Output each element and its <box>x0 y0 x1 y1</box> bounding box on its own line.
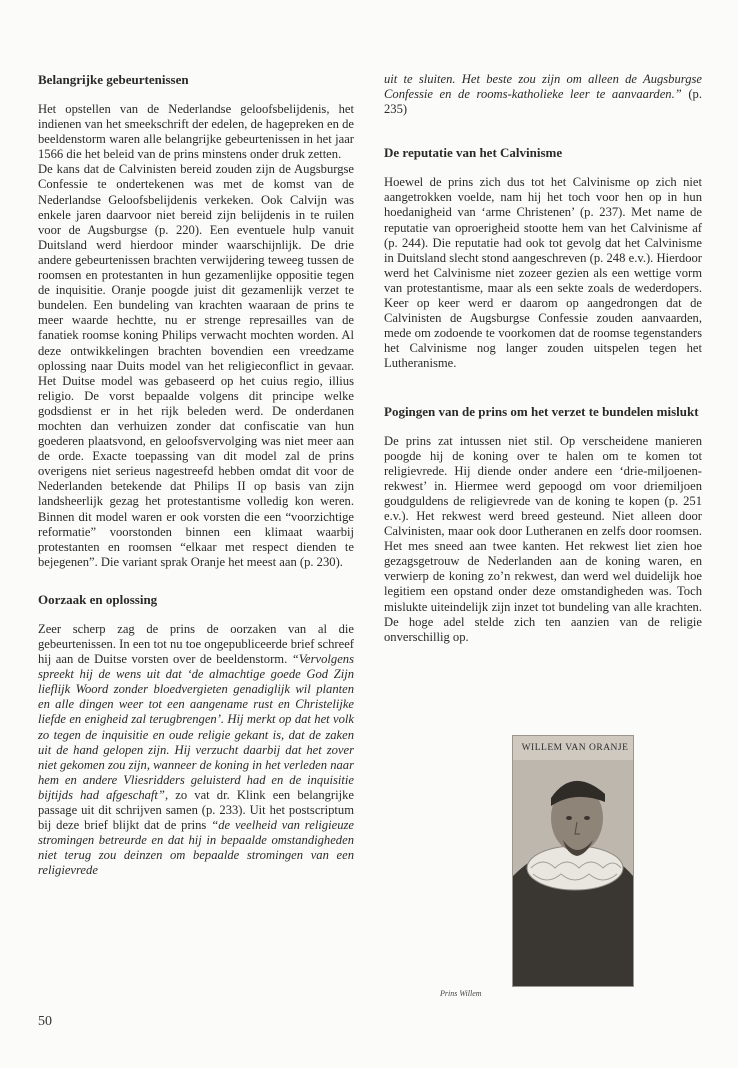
text: , zo vat dr. Klink een belangrijke passage uit dit schrijven samen (p. 233). Uit het postscriptum bij deze brief blijkt dat de prins <box>38 787 354 833</box>
paragraph: De kans dat de Calvinisten bereid zouden zijn de Augsburgse Confessie te ondertekenen was met de komst van de Nederlandse Geloofsbelijdenis verkeken. Ook Calvijn was enkele jaren daarvoor niet bereid zijn belijdenis in te ruilen voor de Augsburgse (p. 220). Een eventuele hulp vanuit Duitsland werd hierdoor minder waarschijnlijk. De drie andere gebeurtenissen brachten verwijdering teweeg tussen de roomsen en protestanten in hun gezamenlijke oppositie tegen de inquisitie. Oranje poogde juist dit gezamenlijk verzet te bundelen. Een bundeling van krachten waaraan de prins te meer waarde hechtte, nu er strenge represailles van de fanatiek roomse koning Philips verwacht mochten worden. Al deze ontwikkelingen brachten bovendien een vreedzame oplossing naar Duits model van het religieconflict in gevaar. Het Duitse model was gebaseerd op het cuius regio, illius religio. De vorst bepaalde volgens dit principe welke godsdienst er in het rijk beleden werd. De onderdanen mochten dan verhuizen zonder dat confiscatie van hun goederen plaatsvond, en geloofsvervolging was niet meer aan de orde. Exacte toepassing van dit model zal de prins overigens niet serieus nagestreefd hebben omdat dit voor de Nederlanden betekende dat Philips II op basis van zijn landsheerlijk gezag het protestantisme volledig kon weren. Binnen dit model waren er ook vorsten die een “voorzichtige reformatie” voorstonden binnen een klimaat waarbij protestanten en roomsen “elkaar met respect dienden te bejegenen”. Die variant sprak Oranje het meest aan (p. 230). <box>38 162 354 569</box>
section-oorzaak-en-oplossing <box>38 592 354 879</box>
quote: “de veelheid van religieuze stromingen betreurde en dat hij in bepaalde omstandigheden niet terug zou deinzen om bepaalde stromingen van een religievrede <box>38 818 354 878</box>
section-pogingen-prins <box>384 404 702 645</box>
quote: “Vervolgens spreekt hij de wens uit dat ‘de almachtige goede God Zijn lieflijk Woord zonder bloedvergieten genadiglijk wil planten en alle dingen weer tot een aangename rust en Christelijke liefde en enigheid zal terugbrengen’. Hij merkt op dat het volk zo tegen de inquisitie en oude religie gekant is, dat de zaken uit de hand gelopen zijn. Hij verzucht daarbij dat het zover niet gekomen zou zijn, wanneer de koning in het verleden naar hem en andere Vliesridders geluisterd had en de inquisitie bijtijds had afgeschaft” <box>38 652 354 802</box>
paragraph-continued <box>384 72 702 117</box>
paragraph <box>38 622 354 879</box>
section-heading: Oorzaak en oplossing <box>38 591 158 607</box>
paragraph: Het opstellen van de Nederlandse geloofsbelijdenis, het indienen van het smeekschrift der edelen, de hagepreken en de beeldenstorm waren alle belangrijke gebeurtenissen in het jaar 1566 die het beleid van de prins minstens onder druk zetten. <box>38 102 354 162</box>
section-heading: Belangrijke gebeurtenissen <box>38 72 189 87</box>
left-column <box>38 72 354 879</box>
section-heading: De reputatie van het Calvinisme <box>384 145 563 161</box>
paragraph: Hoewel de prins zich dus tot het Calvinisme op zich niet aangetrokken voelde, nam hij het toch voor hen op in hun hoedanigheid van ‘arme Christenen’ (p. 237). Met name de reputatie van oproerigheid stootte hem van het Calvinisme af (p. 244). Die reputatie had ook tot gevolg dat het Calvinisme in Duitsland slecht stond aangeschreven (p. 248 e.v.). Hierdoor werd het Calvinisme niet zozeer gezien als een wettige vorm van protestantisme, maar als een sekte zoals de wederdopers. Keer op keer werd er daarom op aangedrongen dat de Calvinisten de Augsburgse Confessie zouden aanvaarden, mede om zodoende te voorkomen dat de roomse tegenstanders het Calvinisme nog langer zouden uitspelen tegen het Lutheranisme. <box>384 175 702 371</box>
reference: (p. 235) <box>384 87 702 117</box>
figure-caption: Prins Willem <box>440 989 482 998</box>
text: Zeer scherp zag de prins de oorzaken van al die gebeurtenissen. In een tot nu toe ongepubliceerde brief schreef hij aan de Duitse vorsten over de beeldenstorm. <box>38 621 354 667</box>
portrait-willem-van-oranje <box>512 735 634 987</box>
section-reputatie-calvinisme <box>384 145 702 371</box>
section-belangrijke-gebeurtenissen <box>38 72 354 570</box>
section-heading: Pogingen van de prins om het verzet te bundelen mislukt <box>384 403 699 419</box>
quote: uit te sluiten. Het beste zou zijn om alleen de Augsburgse Confessie en de rooms-katholieke leer te aanvaarden.” <box>384 72 702 102</box>
portrait-illustration <box>513 736 633 986</box>
right-column <box>384 72 702 645</box>
portrait-inscription: WILLEM VAN ORANJE <box>521 743 629 753</box>
paragraph: De prins zat intussen niet stil. Op verscheidene manieren poogde hij de koning over te halen om te komen tot religievrede. Hij diende onder andere een ‘drie-miljoenen-rekwest’ in. Hiermee werd gepoogd om voor driemiljoen goudguldens de religievrede van de koning te kopen (p. 251 e.v.). Het rekwest werd breed gesteund. Niet alleen door Calvinisten, maar ook door Lutheranen en zelfs door roomsen. Het mes sneed aan twee kanten. Het rekwest liet zien hoe gezagsgetrouw de Nederlanden aan de koning waren, en verwierp de koning zo’n rekwest, dan werd wel duidelijk hoe legitiem een opstand onder deze omstandigheden was. Toch mislukte uiteindelijk zijn inzet tot bundeling van alle krachten. De hoge adel stelde zich ten aanzien van de religie onverschillig op. <box>384 433 702 644</box>
page-number: 50 <box>38 1014 52 1029</box>
